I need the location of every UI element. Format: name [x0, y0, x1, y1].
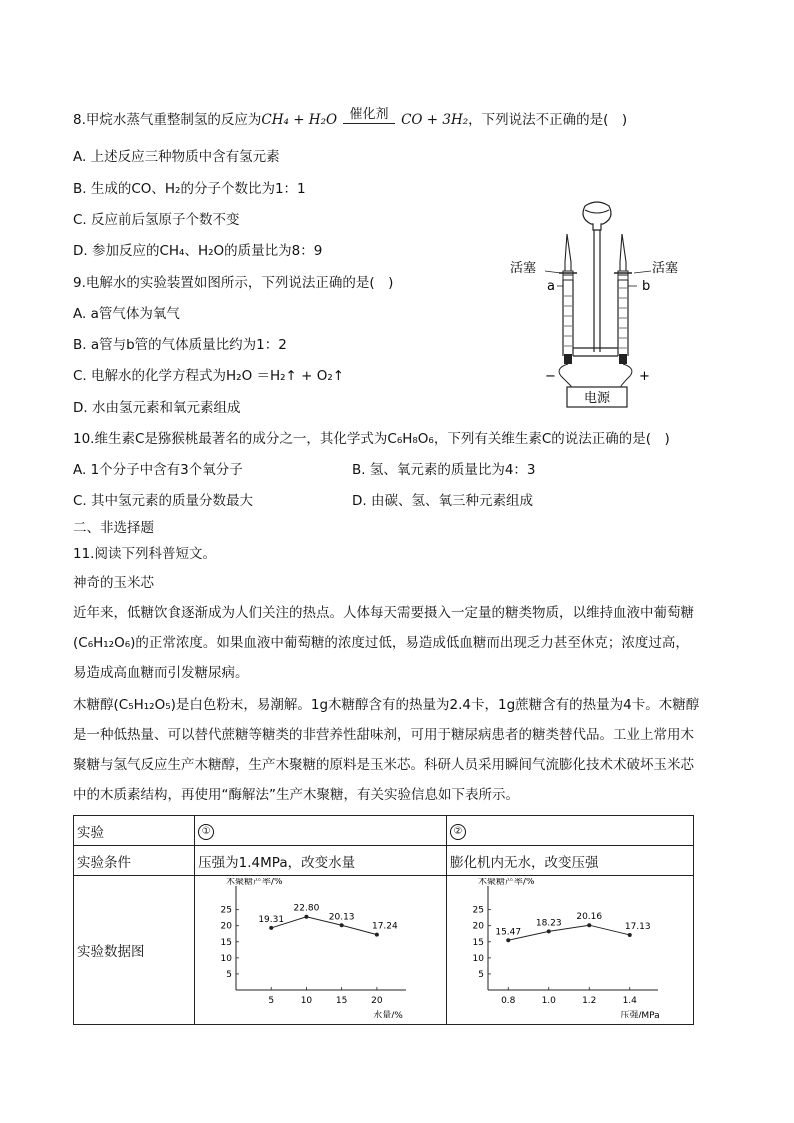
series-line [508, 925, 630, 940]
q9-option-a: A. a管气体为氧气 [73, 306, 180, 322]
y-tick-label: 20 [220, 921, 233, 932]
x-axis-label: 压强/MPa [620, 1011, 660, 1018]
x-tick-label: 10 [300, 996, 313, 1006]
series-line [271, 917, 377, 935]
data-point [269, 926, 273, 930]
y-tick-label: 10 [220, 953, 233, 964]
data-label: 17.13 [624, 921, 651, 932]
data-point [547, 929, 551, 933]
q8-reactants: CH₄ + H₂O [261, 112, 338, 128]
q8-suffix: ，下列说法不正确的是( ) [468, 112, 628, 128]
data-point [628, 933, 632, 937]
article-title: 神奇的玉米芯 [73, 575, 154, 591]
q8-stem [73, 108, 627, 128]
data-point [587, 923, 591, 927]
x-tick-label: 20 [371, 996, 383, 1006]
tube-b-label: b [642, 279, 651, 294]
data-label: 22.80 [293, 903, 320, 914]
q9-option-c: C. 电解水的化学方程式为H₂O ＝H₂↑ + O₂↑ [73, 368, 345, 384]
q8-catalyst: 催化剂 [349, 107, 389, 122]
experiment-1-number: ① [198, 824, 214, 840]
data-point [305, 915, 309, 919]
x-tick-label: 0.8 [501, 996, 516, 1006]
article-paragraph-2-line-2: 是一种低热量、可以替代蔗糖等糖类的非营养性甜味剂，可用于糖尿病患者的糖类替代品。工业上常用木 [73, 727, 694, 743]
y-tick-label: 15 [220, 937, 233, 948]
table-row [74, 846, 694, 876]
table-cell-chart-1 [195, 876, 447, 1025]
q10-stem: 10.维生素C是猕猴桃最著名的成分之一，其化学式为C₆H₈O₆，下列有关维生素C的说法正确的是( ) [73, 431, 670, 447]
x-tick-label: 1.4 [622, 996, 637, 1006]
table-cell-experiment-2 [447, 816, 694, 846]
q9-option-b: B. a管与b管的气体质量比约为1：2 [73, 337, 287, 353]
minus-terminal-label: − [545, 369, 556, 384]
q8-reaction-arrow [343, 107, 395, 124]
y-tick-label: 25 [220, 905, 233, 916]
experiment-2-number: ② [450, 824, 466, 840]
chart-water-amount [198, 878, 438, 1018]
data-label: 20.16 [576, 912, 603, 923]
data-label: 20.13 [328, 912, 355, 923]
y-axis-label: 木聚糖产率/% [226, 878, 283, 887]
plus-terminal-label: + [639, 369, 650, 384]
table-cell-experiment-1 [195, 816, 447, 846]
right-stopcock-label: 活塞 [652, 261, 679, 276]
x-tick-label: 5 [268, 996, 275, 1006]
y-tick-label: 5 [226, 969, 233, 980]
q8-products: CO + 3H₂ [401, 112, 469, 128]
table-row [74, 816, 694, 846]
x-tick-label: 1.0 [541, 996, 556, 1006]
data-point [340, 923, 344, 927]
q8-option-a: A. 上述反应三种物质中含有氢元素 [73, 149, 280, 165]
power-source-label: 电源 [583, 391, 611, 406]
y-tick-label: 15 [472, 937, 484, 948]
q9-stem: 9.电解水的实验装置如图所示，下列说法正确的是( ) [73, 275, 394, 291]
chart-pressure [450, 878, 690, 1018]
table-cell-chart-label: 实验数据图 [74, 876, 195, 1025]
article-paragraph-1-line-3: 易造成高血糖而引发糖尿病。 [73, 665, 249, 681]
data-label: 15.47 [495, 927, 522, 938]
q8-option-d: D. 参加反应的CH₄、H₂O的质量比为8：9 [73, 243, 323, 259]
tube-a-label: a [547, 279, 555, 294]
q10-option-d: D. 由碳、氢、氧三种元素组成 [352, 493, 533, 509]
table-cell-experiment-label: 实验 [74, 816, 195, 846]
q8-option-c: C. 反应前后氢原子个数不变 [73, 212, 240, 228]
q9-option-d: D. 水由氢元素和氧元素组成 [73, 400, 241, 416]
y-axis-label: 木聚糖产率/% [478, 878, 535, 887]
data-point [506, 938, 510, 942]
y-tick-label: 25 [472, 905, 484, 916]
table-cell-conditions-1: 压强为1.4MPa，改变水量 [195, 846, 447, 876]
q10-option-b: B. 氢、氧元素的质量比为4：3 [352, 462, 536, 478]
x-tick-label: 15 [336, 996, 348, 1006]
data-label: 18.23 [535, 918, 562, 929]
q10-option-a: A. 1个分子中含有3个氧分子 [73, 462, 243, 478]
experiment-table [73, 815, 694, 1025]
table-cell-conditions-2: 膨化机内无水，改变压强 [447, 846, 694, 876]
q10-option-c: C. 其中氢元素的质量分数最大 [73, 493, 254, 509]
article-paragraph-1-line-1: 近年来，低糖饮食逐渐成为人们关注的热点。人体每天需要摄入一定量的糖类物质，以维持血液中葡萄糖 [73, 605, 694, 621]
data-label: 19.31 [258, 914, 285, 925]
electrolysis-apparatus-figure [505, 196, 720, 414]
y-tick-label: 5 [478, 969, 484, 980]
article-paragraph-2-line-1: 木糖醇(C₅H₁₂O₅)是白色粉末，易潮解。1g木糖醇含有的热量为2.4卡，1g蔗糖含有的热量为4卡。木糖醇 [73, 697, 700, 713]
y-tick-label: 10 [472, 953, 484, 964]
data-point [375, 933, 379, 937]
table-cell-conditions-label: 实验条件 [74, 846, 195, 876]
table-row [74, 876, 694, 1025]
q8-option-b: B. 生成的CO、H₂的分子个数比为1：1 [73, 181, 306, 197]
q8-prefix: 8.甲烷水蒸气重整制氢的反应为 [73, 112, 262, 128]
article-paragraph-2-line-4: 中的木质素结构，再使用“酶解法”生产木聚糖，有关实验信息如下表所示。 [73, 787, 519, 803]
y-tick-label: 20 [472, 921, 484, 932]
data-label: 17.24 [372, 921, 398, 932]
table-cell-chart-2 [447, 876, 694, 1025]
x-tick-label: 1.2 [582, 996, 597, 1006]
x-axis-label: 水量/% [373, 1011, 403, 1018]
article-paragraph-2-line-3: 聚糖与氢气反应生产木糖醇，生产木聚糖的原料是玉米芯。科研人员采用瞬间气流膨化技术术破坏玉米芯 [73, 757, 694, 773]
article-paragraph-1-line-2: (C₆H₁₂O₆)的正常浓度。如果血液中葡萄糖的浓度过低，易造成低血糖而出现乏力甚至休克；浓度过高， [73, 635, 689, 651]
section-heading: 二、非选择题 [73, 520, 154, 536]
q11-stem: 11.阅读下列科普短文。 [73, 546, 216, 562]
left-stopcock-label: 活塞 [510, 261, 537, 276]
